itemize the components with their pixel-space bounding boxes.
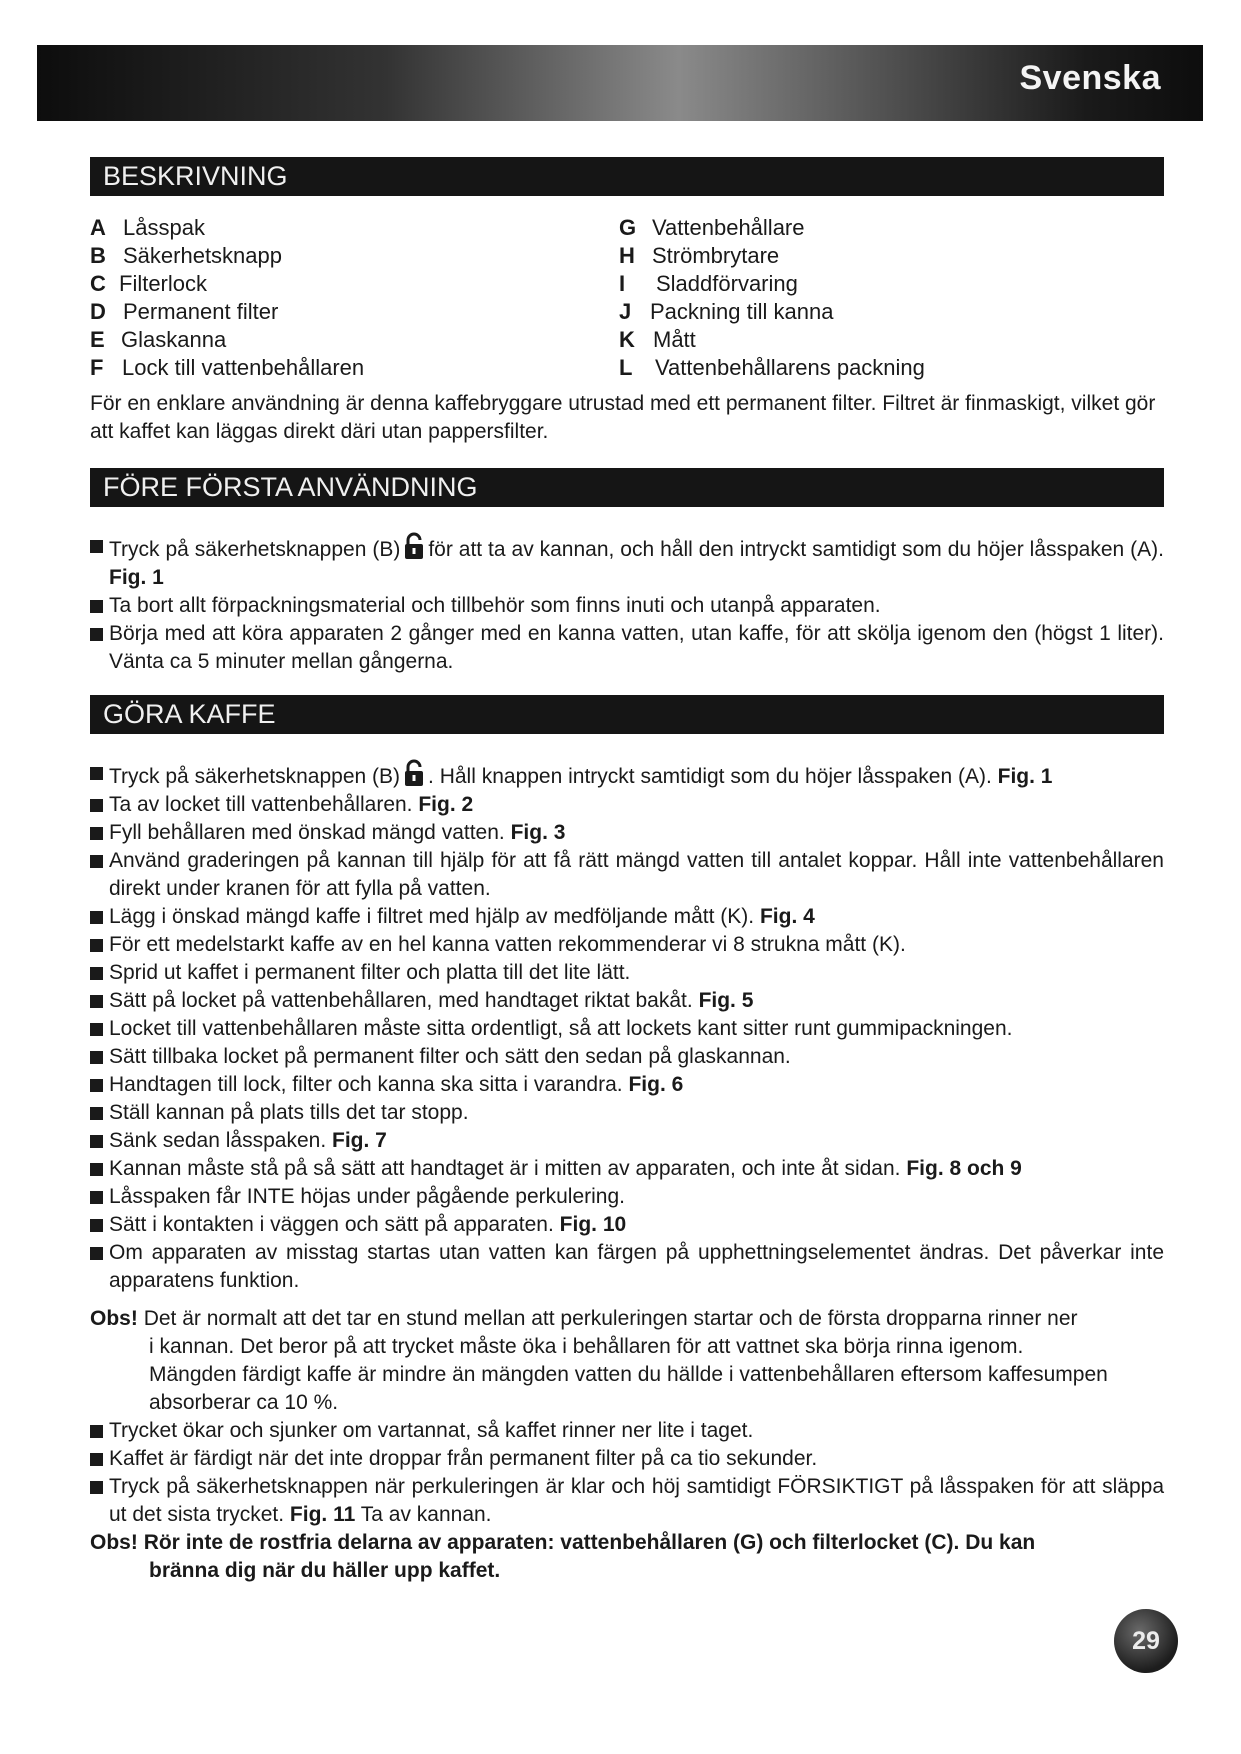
bullet-square-icon	[90, 939, 103, 952]
part-letter: G	[619, 215, 637, 240]
parts-list-left	[90, 214, 364, 382]
part-label: Strömbrytare	[652, 243, 780, 268]
part-item	[619, 298, 925, 326]
fig-reference: Fig. 1	[109, 566, 164, 589]
part-item	[619, 242, 925, 270]
fig-reference: Fig. 5	[698, 989, 754, 1012]
part-letter: J	[619, 299, 632, 324]
fig-reference: Fig. 11	[289, 1503, 356, 1526]
fig-reference: Fig. 6	[628, 1073, 684, 1096]
bullet-square-icon	[90, 827, 103, 840]
bullet-square-icon	[90, 767, 103, 780]
lock-open-icon	[404, 532, 424, 560]
bullet-square-icon	[90, 1163, 103, 1176]
intro-paragraph: För en enklare användning är denna kaffebryggare utrustad med ett permanent filter. Filtret är finmaskigt, vilket gör att kaffet kan läggas direkt däri utan pappersfilter.	[90, 392, 1156, 443]
part-letter: B	[90, 243, 106, 268]
fig-reference: Fig. 10	[559, 1213, 627, 1236]
list-item: Fyll behållaren med önskad mängd vatten. Fig. 3	[90, 819, 1164, 847]
part-label: Lock till vattenbehållaren	[122, 355, 365, 380]
list-item: Tryck på säkerhetsknappen (B) . Håll knappen intryckt samtidigt som du höjer låsspaken (A). Fig. 1	[90, 759, 1164, 791]
lock-open-icon	[404, 759, 424, 787]
bullet-square-icon	[90, 1079, 103, 1092]
part-letter: E	[90, 327, 105, 352]
gora-list	[90, 759, 1164, 1295]
fig-reference: Fig. 7	[332, 1129, 387, 1152]
obs-note-2: Obs! Rör inte de rostfria delarna av apparaten: vattenbehållaren (G) och filterlocket (C). Du kan bränna dig när du häller upp kaffet.	[90, 1531, 1036, 1582]
parts-list-right	[619, 214, 925, 382]
obs-note-1: Obs! Det är normalt att det tar en stund mellan att perkuleringen startar och de första dropparna rinner ner i kannan. Det beror på att trycket måste öka i behållaren för att vattnet ska börja rinna igenom. Mängden färdigt kaffe är mindre än mängden vatten du hällde i vattenbehållaren eftersom kaffesumpen absorberar ca 10 %.	[90, 1307, 1108, 1414]
part-item	[90, 298, 364, 326]
fig-reference: Fig. 4	[759, 905, 815, 928]
list-item: Sänk sedan låsspaken. Fig. 7	[90, 1127, 1164, 1155]
list-item: Kannan måste stå på så sätt att handtaget är i mitten av apparaten, och inte åt sidan. Fig. 8 och 9	[90, 1155, 1164, 1183]
bullet-square-icon	[90, 1023, 103, 1036]
top-banner	[37, 45, 1203, 121]
page-number: 29	[1114, 1609, 1178, 1673]
list-item: Locket till vattenbehållaren måste sitta ordentligt, så att lockets kant sitter runt gummipackningen.	[90, 1015, 1164, 1043]
language-title: Svenska	[1019, 59, 1161, 97]
bullet-square-icon	[90, 540, 103, 553]
bullet-square-icon	[90, 967, 103, 980]
bullet-square-icon	[90, 855, 103, 868]
list-item: Sätt i kontakten i väggen och sätt på apparaten. Fig. 10	[90, 1211, 1164, 1239]
bullet-square-icon	[90, 1135, 103, 1148]
part-letter: I	[619, 271, 626, 296]
bullet-square-icon	[90, 1051, 103, 1064]
bullet-square-icon	[90, 799, 103, 812]
bullet-square-icon	[90, 1453, 103, 1466]
part-label: Permanent filter	[123, 299, 279, 324]
section-header-gora-kaffe: GÖRA KAFFE	[90, 695, 1164, 734]
list-item: Om apparaten av misstag startas utan vatten kan färgen på upphettningselementet ändras. Det påverkar inte apparatens funktion.	[90, 1239, 1164, 1295]
list-item: Låsspaken får INTE höjas under pågående perkulering.	[90, 1183, 1164, 1211]
obs-label: Obs!	[90, 1307, 138, 1330]
part-letter: K	[619, 327, 635, 352]
list-item: För ett medelstarkt kaffe av en hel kanna vatten rekommenderar vi 8 strukna mått (K).	[90, 931, 1164, 959]
part-letter: C	[90, 271, 106, 296]
part-item	[619, 326, 925, 354]
list-item: Ta bort allt förpackningsmaterial och tillbehör som finns inuti och utanpå apparaten.	[90, 592, 1164, 620]
list-item: Lägg i önskad mängd kaffe i filtret med hjälp av medföljande mått (K). Fig. 4	[90, 903, 1164, 931]
bullet-square-icon	[90, 995, 103, 1008]
part-label: Mått	[653, 327, 696, 352]
part-item	[90, 326, 364, 354]
bullet-square-icon	[90, 1481, 103, 1494]
list-item: Kaffet är färdigt när det inte droppar från permanent filter på ca tio sekunder.	[90, 1445, 1164, 1473]
part-label: Vattenbehållare	[652, 215, 805, 240]
fig-reference: Fig. 1	[997, 765, 1053, 788]
list-item: Tryck på säkerhetsknappen när perkuleringen är klar och höj samtidigt FÖRSIKTIGT på låsspaken för att släppa ut det sista trycket. Fig. 11 Ta av kannan.	[90, 1473, 1164, 1529]
bullet-square-icon	[90, 1247, 103, 1260]
list-item: Sätt tillbaka locket på permanent filter och sätt den sedan på glaskannan.	[90, 1043, 1164, 1071]
part-label: Filterlock	[119, 271, 208, 296]
part-label: Låsspak	[123, 215, 205, 240]
part-item	[90, 354, 364, 382]
bullet-square-icon	[90, 1219, 103, 1232]
part-letter: A	[90, 215, 106, 240]
fig-reference: Fig. 3	[510, 821, 566, 844]
part-item	[90, 270, 364, 298]
bullet-square-icon	[90, 911, 103, 924]
part-label: Säkerhetsknapp	[123, 243, 282, 268]
section-header-beskrivning: BESKRIVNING	[90, 157, 1164, 196]
list-item: Handtagen till lock, filter och kanna ska sitta i varandra. Fig. 6	[90, 1071, 1164, 1099]
part-item	[619, 214, 925, 242]
bullet-square-icon	[90, 1425, 103, 1438]
part-letter: D	[90, 299, 106, 324]
section-header-fore-forsta-anvandning: FÖRE FÖRSTA ANVÄNDNING	[90, 468, 1164, 507]
part-item	[90, 242, 364, 270]
bullet-square-icon	[90, 600, 103, 613]
list-item: Använd graderingen på kannan till hjälp för att få rätt mängd vatten till antalet koppar. Håll inte vattenbehållaren direkt under kranen för att fylla på vatten.	[90, 847, 1164, 903]
part-item	[619, 354, 925, 382]
gora-list-2	[90, 1417, 1164, 1529]
list-item: Trycket ökar och sjunker om vartannat, så kaffet rinner ner lite i taget.	[90, 1417, 1164, 1445]
part-label: Packning till kanna	[650, 299, 834, 324]
fig-reference: Fig. 2	[418, 793, 474, 816]
part-letter: H	[619, 243, 635, 268]
part-letter: L	[619, 355, 633, 380]
obs-label: Obs!	[90, 1531, 138, 1554]
list-item: Sprid ut kaffet i permanent filter och platta till det lite lätt.	[90, 959, 1164, 987]
part-label: Sladdförvaring	[656, 271, 798, 296]
fore-list	[90, 532, 1164, 676]
list-item: Sätt på locket på vattenbehållaren, med handtaget riktat bakåt. Fig. 5	[90, 987, 1164, 1015]
bullet-square-icon	[90, 1191, 103, 1204]
list-item: Ställ kannan på plats tills det tar stopp.	[90, 1099, 1164, 1127]
part-label: Vattenbehållarens packning	[655, 355, 925, 380]
part-letter: F	[90, 355, 104, 380]
bullet-square-icon	[90, 628, 103, 641]
part-item	[619, 270, 925, 298]
bullet-square-icon	[90, 1107, 103, 1120]
list-item: Ta av locket till vattenbehållaren. Fig. 2	[90, 791, 1164, 819]
part-label: Glaskanna	[121, 327, 227, 352]
part-item	[90, 214, 364, 242]
list-item: Börja med att köra apparaten 2 gånger med en kanna vatten, utan kaffe, för att skölja igenom den (högst 1 liter). Vänta ca 5 minuter mellan gångerna.	[90, 620, 1164, 676]
list-item: Tryck på säkerhetsknappen (B) för att ta av kannan, och håll den intryckt samtidigt som du höjer låsspaken (A). Fig. 1	[90, 532, 1164, 592]
fig-reference: Fig. 8 och 9	[906, 1157, 1022, 1180]
